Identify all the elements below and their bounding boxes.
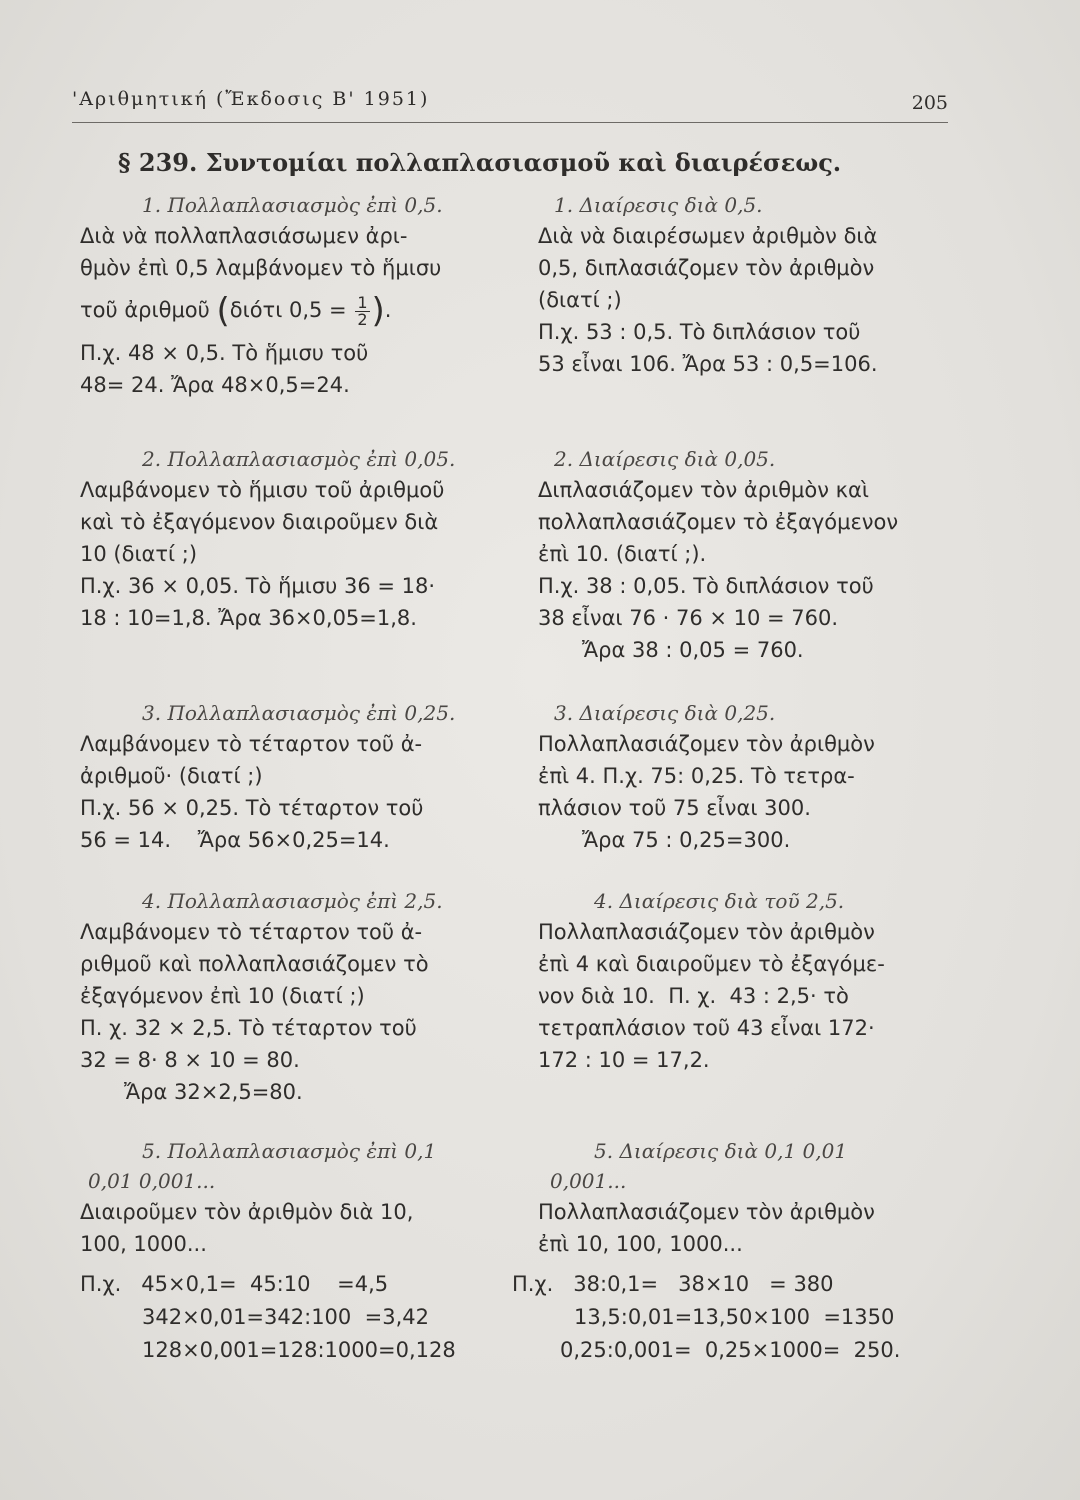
right-block-3 <box>538 698 952 856</box>
right-block-1 <box>538 190 952 380</box>
right-block-1-heading: 1. Διαίρεσις διὰ 0,5. <box>554 193 763 217</box>
right-block-4-heading: 4. Διαίρεσις διὰ τοῦ 2,5. <box>594 889 845 913</box>
example-left-row-2: 342×0,01=342:100 =3,42 <box>142 1305 429 1329</box>
text-line: Ἄρα 32×2,5=80. <box>124 1080 303 1104</box>
text-line: καὶ τὸ ἐξαγόμενον διαιροῦμεν διὰ <box>80 510 439 534</box>
running-header <box>72 88 948 123</box>
text-line: ἐπὶ 4. Π.χ. 75: 0,25. Τὸ τετρα- <box>538 764 855 788</box>
text-line: 48= 24. Ἄρα 48×0,5=24. <box>80 373 350 397</box>
example-right-row-3: 0,25:0,001= 0,25×1000= 250. <box>560 1338 901 1362</box>
text-fragment: . <box>384 298 392 322</box>
text-line: Πολλαπλασιάζομεν τὸν ἀριθμὸν <box>538 920 875 944</box>
fraction-denominator: 2 <box>357 309 368 329</box>
text-line: 100, 1000... <box>80 1232 207 1256</box>
text-line: 0,5, διπλασιάζομεν τὸν ἀριθμὸν <box>538 256 875 280</box>
text-line: 38 εἶναι 76 · 76 × 10 = 760. <box>538 606 839 630</box>
text-line: Διπλασιάζομεν τὸν ἀριθμὸν καὶ <box>538 478 869 502</box>
text-line: Π.χ. 48 × 0,5. Τὸ ἥμισυ τοῦ <box>80 341 369 365</box>
close-paren: ) <box>371 291 385 331</box>
text-line: Ἄρα 38 : 0,05 = 760. <box>582 638 804 662</box>
right-block-5-heading-cont: 0,001... <box>550 1169 627 1193</box>
text-line: 18 : 10=1,8. Ἄρα 36×0,05=1,8. <box>80 606 417 630</box>
left-block-5-heading: 5. Πολλαπλασιασμὸς ἐπὶ 0,1 <box>142 1139 437 1163</box>
left-block-3-heading: 3. Πολλαπλασιασμὸς ἐπὶ 0,25. <box>142 701 456 725</box>
text-line: θμὸν ἐπὶ 0,5 λαμβάνομεν τὸ ἥμισυ <box>80 256 442 280</box>
section-title: § 239. Συντομίαι πολλαπλασιασμοῦ καὶ διαιρέσεως. <box>118 148 842 177</box>
book-title: 'Αριθμητική (Ἔκδοσις Β' 1951) <box>72 88 430 110</box>
text-line: 32 = 8· 8 × 10 = 80. <box>80 1048 300 1072</box>
text-fragment: διότι 0,5 = <box>229 298 347 322</box>
text-line: Ἄρα 75 : 0,25=300. <box>582 828 791 852</box>
text-line: Πολλαπλασιάζομεν τὸν ἀριθμὸν <box>538 732 875 756</box>
text-line: Π. χ. 32 × 2,5. Τὸ τέταρτον τοῦ <box>80 1016 417 1040</box>
left-block-5-heading-cont: 0,01 0,001... <box>88 1169 216 1193</box>
left-block-5 <box>80 1136 518 1260</box>
text-line: Πολλαπλασιάζομεν τὸν ἀριθμὸν <box>538 1200 875 1224</box>
text-line: 53 εἶναι 106. Ἄρα 53 : 0,5=106. <box>538 352 878 376</box>
example-left-row-3: 128×0,001=128:1000=0,128 <box>142 1338 456 1362</box>
text-line: ἐπὶ 10, 100, 1000... <box>538 1232 743 1256</box>
text-line: νον διὰ 10. Π. χ. 43 : 2,5· τὸ <box>538 984 849 1008</box>
left-block-4 <box>80 886 518 1108</box>
right-block-5 <box>538 1136 952 1260</box>
text-line: Διὰ νὰ πολλαπλασιάσωμεν ἀρι- <box>80 224 408 248</box>
example-right-row-2: 13,5:0,01=13,50×100 =1350 <box>574 1305 895 1329</box>
text-line: ριθμοῦ καὶ πολλαπλασιάζομεν τὸ <box>80 952 429 976</box>
page-number: 205 <box>911 92 948 114</box>
open-paren: ( <box>216 291 230 331</box>
text-line: Διαιροῦμεν τὸν ἀριθμὸν διὰ 10, <box>80 1200 414 1224</box>
left-block-2 <box>80 444 518 634</box>
example-left-row-1: Π.χ. 45×0,1= 45:10 =4,5 <box>80 1272 389 1296</box>
right-block-2-heading: 2. Διαίρεσις διὰ 0,05. <box>554 447 776 471</box>
text-line: Π.χ. 36 × 0,05. Τὸ ἥμισυ 36 = 18· <box>80 574 436 598</box>
right-block-4 <box>538 886 952 1076</box>
text-line: τετραπλάσιον τοῦ 43 εἶναι 172· <box>538 1016 875 1040</box>
text-line: 10 (διατί ;) <box>80 542 198 566</box>
text-line: Π.χ. 38 : 0,05. Τὸ διπλάσιον τοῦ <box>538 574 874 598</box>
text-line-with-fraction <box>80 284 518 337</box>
text-line: πολλαπλασιάζομεν τὸ ἐξαγόμενον <box>538 510 899 534</box>
right-block-3-heading: 3. Διαίρεσις διὰ 0,25. <box>554 701 776 725</box>
text-line: Διὰ νὰ διαιρέσωμεν ἀριθμὸν διὰ <box>538 224 878 248</box>
text-line: Λαμβάνομεν τὸ ἥμισυ τοῦ ἀριθμοῦ <box>80 478 445 502</box>
fraction <box>355 292 369 329</box>
left-block-1 <box>80 190 518 401</box>
right-block-2 <box>538 444 952 666</box>
text-line: Λαμβάνομεν τὸ τέταρτον τοῦ ἀ- <box>80 732 423 756</box>
text-line: Λαμβάνομεν τὸ τέταρτον τοῦ ἀ- <box>80 920 423 944</box>
text-line: ἐπὶ 10. (διατί ;). <box>538 542 707 566</box>
left-block-4-heading: 4. Πολλαπλασιασμὸς ἐπὶ 2,5. <box>142 889 443 913</box>
text-line: 172 : 10 = 17,2. <box>538 1048 710 1072</box>
text-line: 56 = 14. Ἄρα 56×0,25=14. <box>80 828 390 852</box>
text-line: ἀριθμοῦ· (διατί ;) <box>80 764 263 788</box>
text-line: (διατί ;) <box>538 288 622 312</box>
text-fragment: τοῦ ἀριθμοῦ <box>80 298 217 322</box>
text-line: Π.χ. 53 : 0,5. Τὸ διπλάσιον τοῦ <box>538 320 861 344</box>
text-line: πλάσιον τοῦ 75 εἶναι 300. <box>538 796 811 820</box>
left-block-1-heading: 1. Πολλαπλασιασμὸς ἐπὶ 0,5. <box>142 193 443 217</box>
text-line: Π.χ. 56 × 0,25. Τὸ τέταρτον τοῦ <box>80 796 424 820</box>
text-line: ἐξαγόμενον ἐπὶ 10 (διατί ;) <box>80 984 365 1008</box>
text-line: ἐπὶ 4 καὶ διαιροῦμεν τὸ ἐξαγόμε- <box>538 952 885 976</box>
left-block-2-heading: 2. Πολλαπλασιασμὸς ἐπὶ 0,05. <box>142 447 456 471</box>
right-block-5-heading: 5. Διαίρεσις διὰ 0,1 0,01 <box>594 1139 848 1163</box>
fraction-numerator: 1 <box>357 292 368 312</box>
example-right-row-1: Π.χ. 38:0,1= 38×10 = 380 <box>512 1272 834 1296</box>
left-block-3 <box>80 698 518 856</box>
